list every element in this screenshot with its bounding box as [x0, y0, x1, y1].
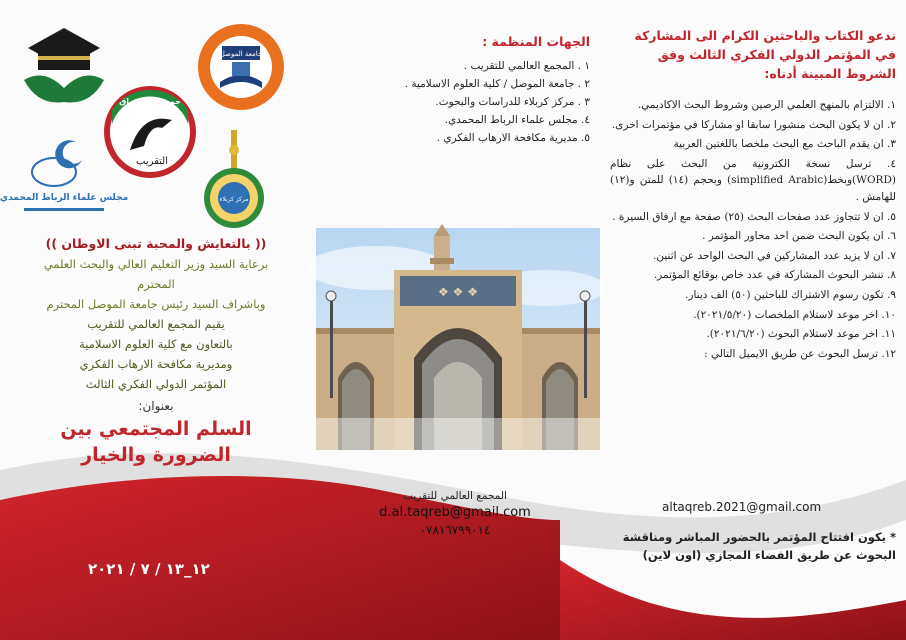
patronage-line: المحترم: [137, 277, 175, 291]
taqreb-assembly-logo: [20, 24, 108, 110]
cooperation-line: ومديرية مكافحة الارهاب الفكري: [79, 357, 233, 371]
contact-phone[interactable]: ٠٧٨١٦٧٩٩٠١٤: [419, 523, 491, 537]
supervision-line: وباشراف السيد رئيس جامعة الموصل المحترم: [46, 297, 266, 311]
contact-email[interactable]: d.al.taqreb@gmail.com: [379, 505, 531, 520]
cooperation-line: بالتعاون مع كلية العلوم الاسلامية: [79, 337, 233, 351]
conference-intro: [10, 234, 302, 468]
list-item: ٣ . مركز كربلاء للدراسات والبحوث.: [435, 96, 590, 108]
conference-note: * يكون افتتاح المؤتمر بالحضور المباشر ومناقشة البحوث عن طريق الفضاء المجازي (اون لاين): [622, 530, 896, 562]
contact-org: المجمع العالمي للتقريب: [403, 490, 507, 502]
iraq-badge-logo: [102, 84, 198, 180]
list-item: ٤. مجلس علماء الرباط المحمدي.: [444, 114, 590, 126]
conference-title: السلم المجتمعي بين: [60, 418, 252, 440]
svg-text:مجمع: مجمع: [57, 72, 71, 79]
about-label: بعنوان:: [138, 399, 174, 413]
list-item: ١ . المجمع العالمي للتقريب .: [463, 60, 590, 72]
slogan: (( بالتعايش والمحبة تبنى الاوطان )): [45, 236, 267, 251]
svg-text:❖ ❖ ❖: ❖ ❖ ❖: [438, 285, 478, 299]
patronage-line: برعاية السيد وزير التعليم العالي والبحث العلمي: [43, 257, 269, 271]
svg-text:مجلس علماء الرباط المحمدي: مجلس علماء الرباط المحمدي: [0, 193, 129, 203]
svg-text:جمهورية العراق: جمهورية العراق: [119, 97, 181, 106]
list-item: ٣. ان يقدم الباحث مع البحث ملخصا باللغتين العربية: [673, 138, 896, 151]
list-item: ٢. ان لا يكون البحث منشورا سابقا او مشاركا في مؤتمرات اخرى.: [611, 118, 896, 131]
call-for-papers: [610, 26, 896, 365]
council-logo: [0, 138, 129, 224]
list-item: ١٢. ترسل البحوث عن طريق الايميل التالي :: [704, 347, 896, 360]
svg-text:جامعة الموصل: جامعة الموصل: [219, 50, 263, 58]
call-heading: ندعو الكتاب والباحثين الكرام الى المشاركة في المؤتمر الدولي الفكري الثالث وفق الشروط المبينة أدناه:: [634, 28, 896, 81]
mosul-university-logo: [196, 22, 286, 112]
list-item: ١١. اخر موعد لاستلام البحوث (٢٠٢١/٦/٢٠).: [706, 328, 896, 341]
list-item: ٩. تكون رسوم الاشتراك للباحثين (٥٠) الف دينار.: [685, 288, 896, 301]
shrine-photo: [316, 228, 600, 450]
organizers-list: [400, 57, 590, 147]
conference-date: ١٢_١٣ / ٧ / ٢٠٢١: [88, 560, 210, 578]
list-item: ٥. ان لا تتجاوز عدد صفحات البحث (٢٥) صفحة مع ارفاق السيرة .: [612, 210, 896, 223]
list-item: ٨. تنشر البحوث المشاركة في عدد خاص بوقائع المؤتمر.: [653, 269, 896, 282]
list-item: ٢ . جامعة الموصل / كلية العلوم الاسلامية .: [404, 78, 590, 90]
conference-name: المؤتمر الدولي الفكري الثالث: [85, 377, 227, 391]
list-item: ١٠. اخر موعد لاستلام الملخصات (٢٠٢١/٥/٢٠).: [693, 308, 896, 321]
karbala-center-seal: [202, 130, 266, 230]
conference-title: الضرورة والخيار: [81, 444, 231, 466]
list-item: ١. الالتزام بالمنهج العلمي الرصين وشروط البحث الاكاديمي.: [637, 99, 896, 111]
list-item: ٤. ترسل نسخة الكترونية من البحث على نظام (WORD)وبخط(simplified Arabic) وبحجم (١٤) للمتن و(١٢) للهامش .: [610, 157, 896, 203]
organizer-line: يقيم المجمع العالمي للتقريب: [87, 317, 225, 331]
list-item: ٧. ان لا يزيد عدد المشاركين في البحث الواحد عن اثنين.: [653, 249, 896, 262]
svg-text:مركز كربلاء: مركز كربلاء: [219, 196, 249, 203]
organizers: [400, 34, 590, 147]
list-item: ٦. ان يكون البحث ضمن احد محاور المؤتمر .: [702, 230, 896, 243]
list-item: ٥. مديرية مكافحة الارهاب الفكري .: [436, 132, 590, 144]
contact-block: [340, 490, 570, 537]
submission-email[interactable]: altaqreb.2021@gmail.com: [662, 500, 822, 514]
conditions-list: [610, 97, 896, 362]
svg-text:التقريب: التقريب: [135, 156, 169, 167]
organizers-title: الجهات المنظمة :: [482, 34, 590, 49]
